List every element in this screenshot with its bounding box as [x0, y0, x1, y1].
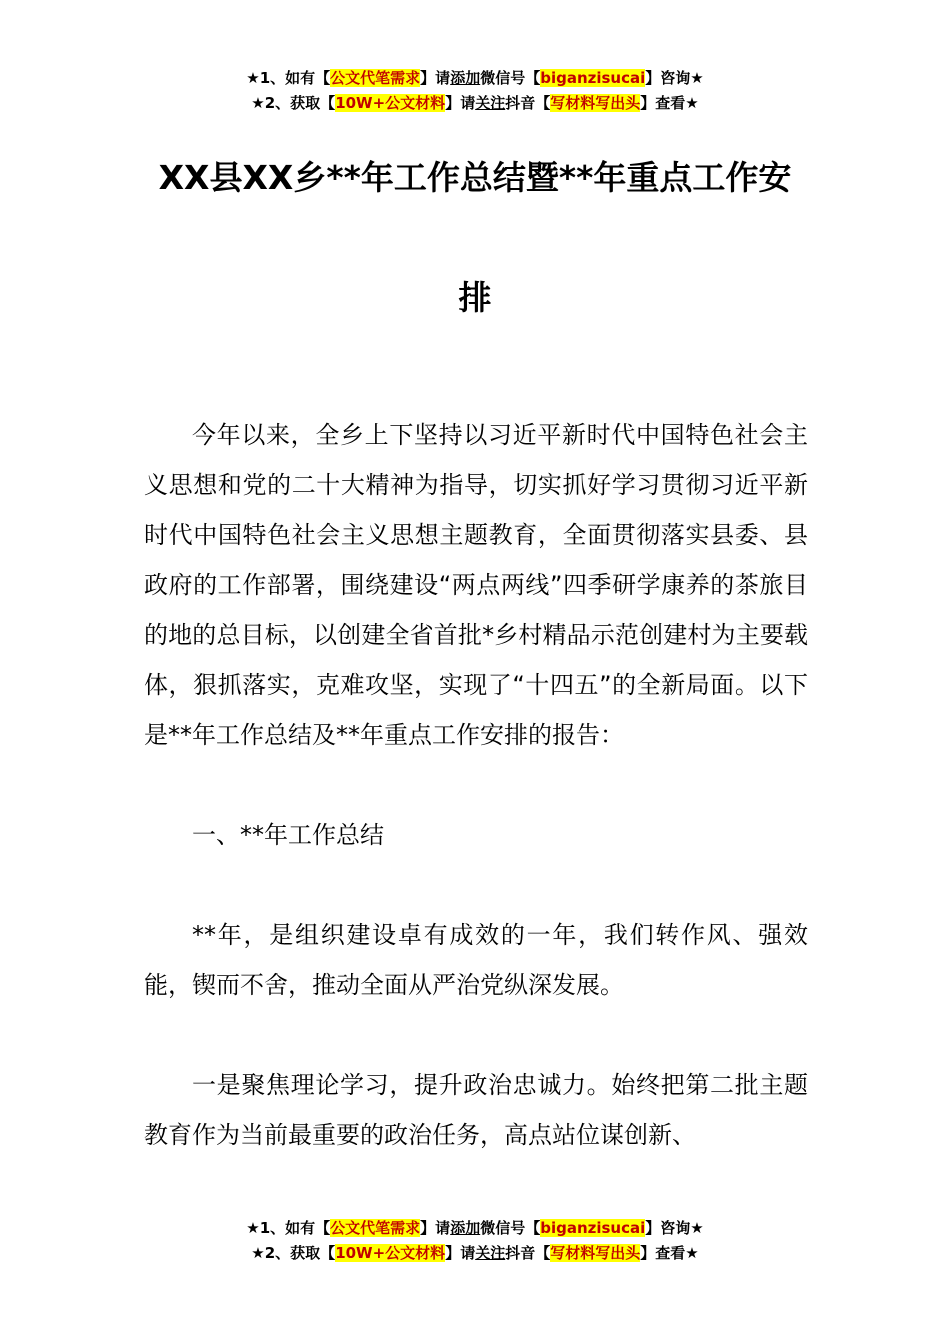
banner-underlined: 关注	[475, 94, 506, 112]
banner-text: ★1、如有【	[246, 69, 331, 87]
banner-text: 】查看★	[640, 94, 699, 112]
banner-text: ★2、获取【	[251, 94, 336, 112]
banner-highlight: 公文代笔需求	[330, 1219, 421, 1237]
banner-text: 】请	[445, 1244, 476, 1262]
banner-highlight: 写材料写出头	[550, 94, 641, 112]
body-paragraph: 一是聚焦理论学习，提升政治忠诚力。始终把第二批主题教育作为当前最重要的政治任务，高点站位谋创新、	[144, 1071, 808, 1149]
banner-line-2	[0, 91, 950, 116]
banner-highlight: biganzisucai	[540, 69, 646, 87]
document-title-line-1: XX县XX乡**年工作总结暨**年重点工作安	[158, 158, 792, 197]
banner-text: 】请	[445, 94, 476, 112]
body-paragraph-intro: 今年以来，全乡上下坚持以习近平新时代中国特色社会主义思想和党的二十大精神为指导，切实抓好学习贯彻习近平新时代中国特色社会主义思想主题教育，全面贯彻落实县委、县政府的工作部署，围绕建设“两点两线”四季研学康养的茶旅目的地的总目标，以创建全省首批*乡村精品示范创建村为主要载体，狠抓落实，克难攻坚，实现了“十四五”的全新局面。以下是**年工作总结及**年重点工作安排的报告：	[144, 421, 808, 749]
section-heading: 一、**年工作总结	[192, 821, 384, 849]
banner-text: ★2、获取【	[251, 1244, 336, 1262]
banner-highlight: 10W+公文材料	[335, 94, 446, 112]
banner-highlight: 公文代笔需求	[330, 69, 421, 87]
banner-highlight: 10W+公文材料	[335, 1244, 446, 1262]
body-paragraph: **年，是组织建设卓有成效的一年，我们转作风、强效能，锲而不舍，推动全面从严治党纵深发展。	[144, 921, 808, 999]
document-body	[144, 410, 808, 1160]
banner-text: 】请	[420, 1219, 451, 1237]
banner-highlight: biganzisucai	[540, 1219, 646, 1237]
banner-underlined: 关注	[475, 1244, 506, 1262]
document-title-line-2: 排	[458, 278, 492, 317]
banner-underlined: 添加	[450, 1219, 481, 1237]
banner-text: 】查看★	[640, 1244, 699, 1262]
banner-line-1	[0, 1216, 950, 1241]
banner-text: 】咨询★	[645, 1219, 704, 1237]
header-banner	[0, 66, 950, 116]
banner-text: 微信号【	[480, 69, 541, 87]
banner-line-1	[0, 66, 950, 91]
banner-text: 微信号【	[480, 1219, 541, 1237]
banner-text: 】咨询★	[645, 69, 704, 87]
banner-underlined: 添加	[450, 69, 481, 87]
banner-line-2	[0, 1241, 950, 1266]
banner-text: 】请	[420, 69, 451, 87]
banner-text: ★1、如有【	[246, 1219, 331, 1237]
footer-banner	[0, 1216, 950, 1266]
banner-highlight: 写材料写出头	[550, 1244, 641, 1262]
banner-text: 抖音【	[505, 1244, 551, 1262]
banner-text: 抖音【	[505, 94, 551, 112]
